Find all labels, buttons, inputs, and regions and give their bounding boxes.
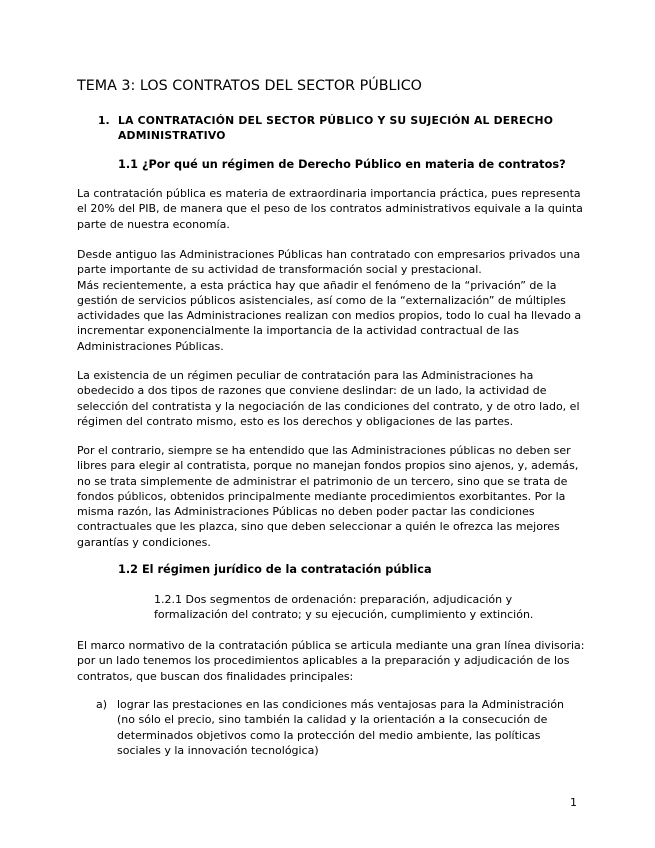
document-title: TEMA 3: LOS CONTRATOS DEL SECTOR PÚBLICO xyxy=(77,78,422,94)
subsubsection-heading-1-2-1: 1.2.1 Dos segmentos de ordenación: preparación, adjudicación y formalización del contrato; y su ejecución, cumplimiento y extinción. xyxy=(154,593,534,622)
subsection-heading-1-1: 1.1 ¿Por qué un régimen de Derecho Público en materia de contratos? xyxy=(118,158,566,171)
paragraph-history: Desde antiguo las Administraciones Públicas han contratado con empresarios privados una parte importante de su actividad de transformación social y prestacional. Más recientemente, a esta práctica hay que añadir el fenómeno de la “privación” de la gestión de servicios públicos asistenciales, así como de la “externalización” de múltiples actividades que las Administraciones realizan con medios propios, todo lo cual ha llevado a incrementar exponencialmente la importancia de la actividad contractual de las Administraciones Públicas. xyxy=(77,248,582,353)
paragraph-peculiar-regime: La existencia de un régimen peculiar de contratación para las Administraciones ha obedecido a dos tipos de razones que conviene deslindar: de un lado, la actividad de selección del contratista y la negociación de las condiciones del contrato, y de otro lado, el régimen del contrato mismo, esto es los derechos y obligaciones de las partes. xyxy=(77,369,580,428)
section-number: 1. xyxy=(98,114,110,127)
list-item-text: lograr las prestaciones en las condiciones más ventajosas para la Administración (no sólo el precio, sino también la calidad y la orientación a la consecución de determinados objetivos como la protección del medio ambiente, las políticas sociales y la innovación tecnológica) xyxy=(117,698,565,757)
page-number: 1 xyxy=(570,796,577,809)
section-heading: LA CONTRATACIÓN DEL SECTOR PÚBLICO Y SU SUJECIÓN AL DERECHO ADMINISTRATIVO xyxy=(118,114,554,142)
subsection-heading-1-2: 1.2 El régimen jurídico de la contratación pública xyxy=(118,563,432,576)
paragraph-contractor-selection: Por el contrario, siempre se ha entendido que las Administraciones públicas no deben ser libres para elegir al contratista, porque no manejan fondos propios sino ajenos, y, además, no se trata simplemente de administrar el patrimonio de un tercero, sino que se trata de fondos públicos, obtenidos principalmente mediante procedimientos exorbitantes. Por la misma razón, las Administraciones Públicas no deben poder pactar las condiciones contractuales que les plazca, sino que deben seleccionar a quién le ofrezca las mejores garantías y condiciones. xyxy=(77,444,579,549)
paragraph-importance: La contratación pública es materia de extraordinaria importancia práctica, pues representa el 20% del PIB, de manera que el peso de los contratos administrativos equivale a la quinta parte de nuestra economía. xyxy=(77,187,583,231)
paragraph-normative-framework: El marco normativo de la contratación pública se articula mediante una gran línea divisoria: por un lado tenemos los procedimientos aplicables a la preparación y adjudicación de los contratos, que buscan dos finalidades principales: xyxy=(77,639,585,683)
list-item-marker: a) xyxy=(96,698,108,711)
